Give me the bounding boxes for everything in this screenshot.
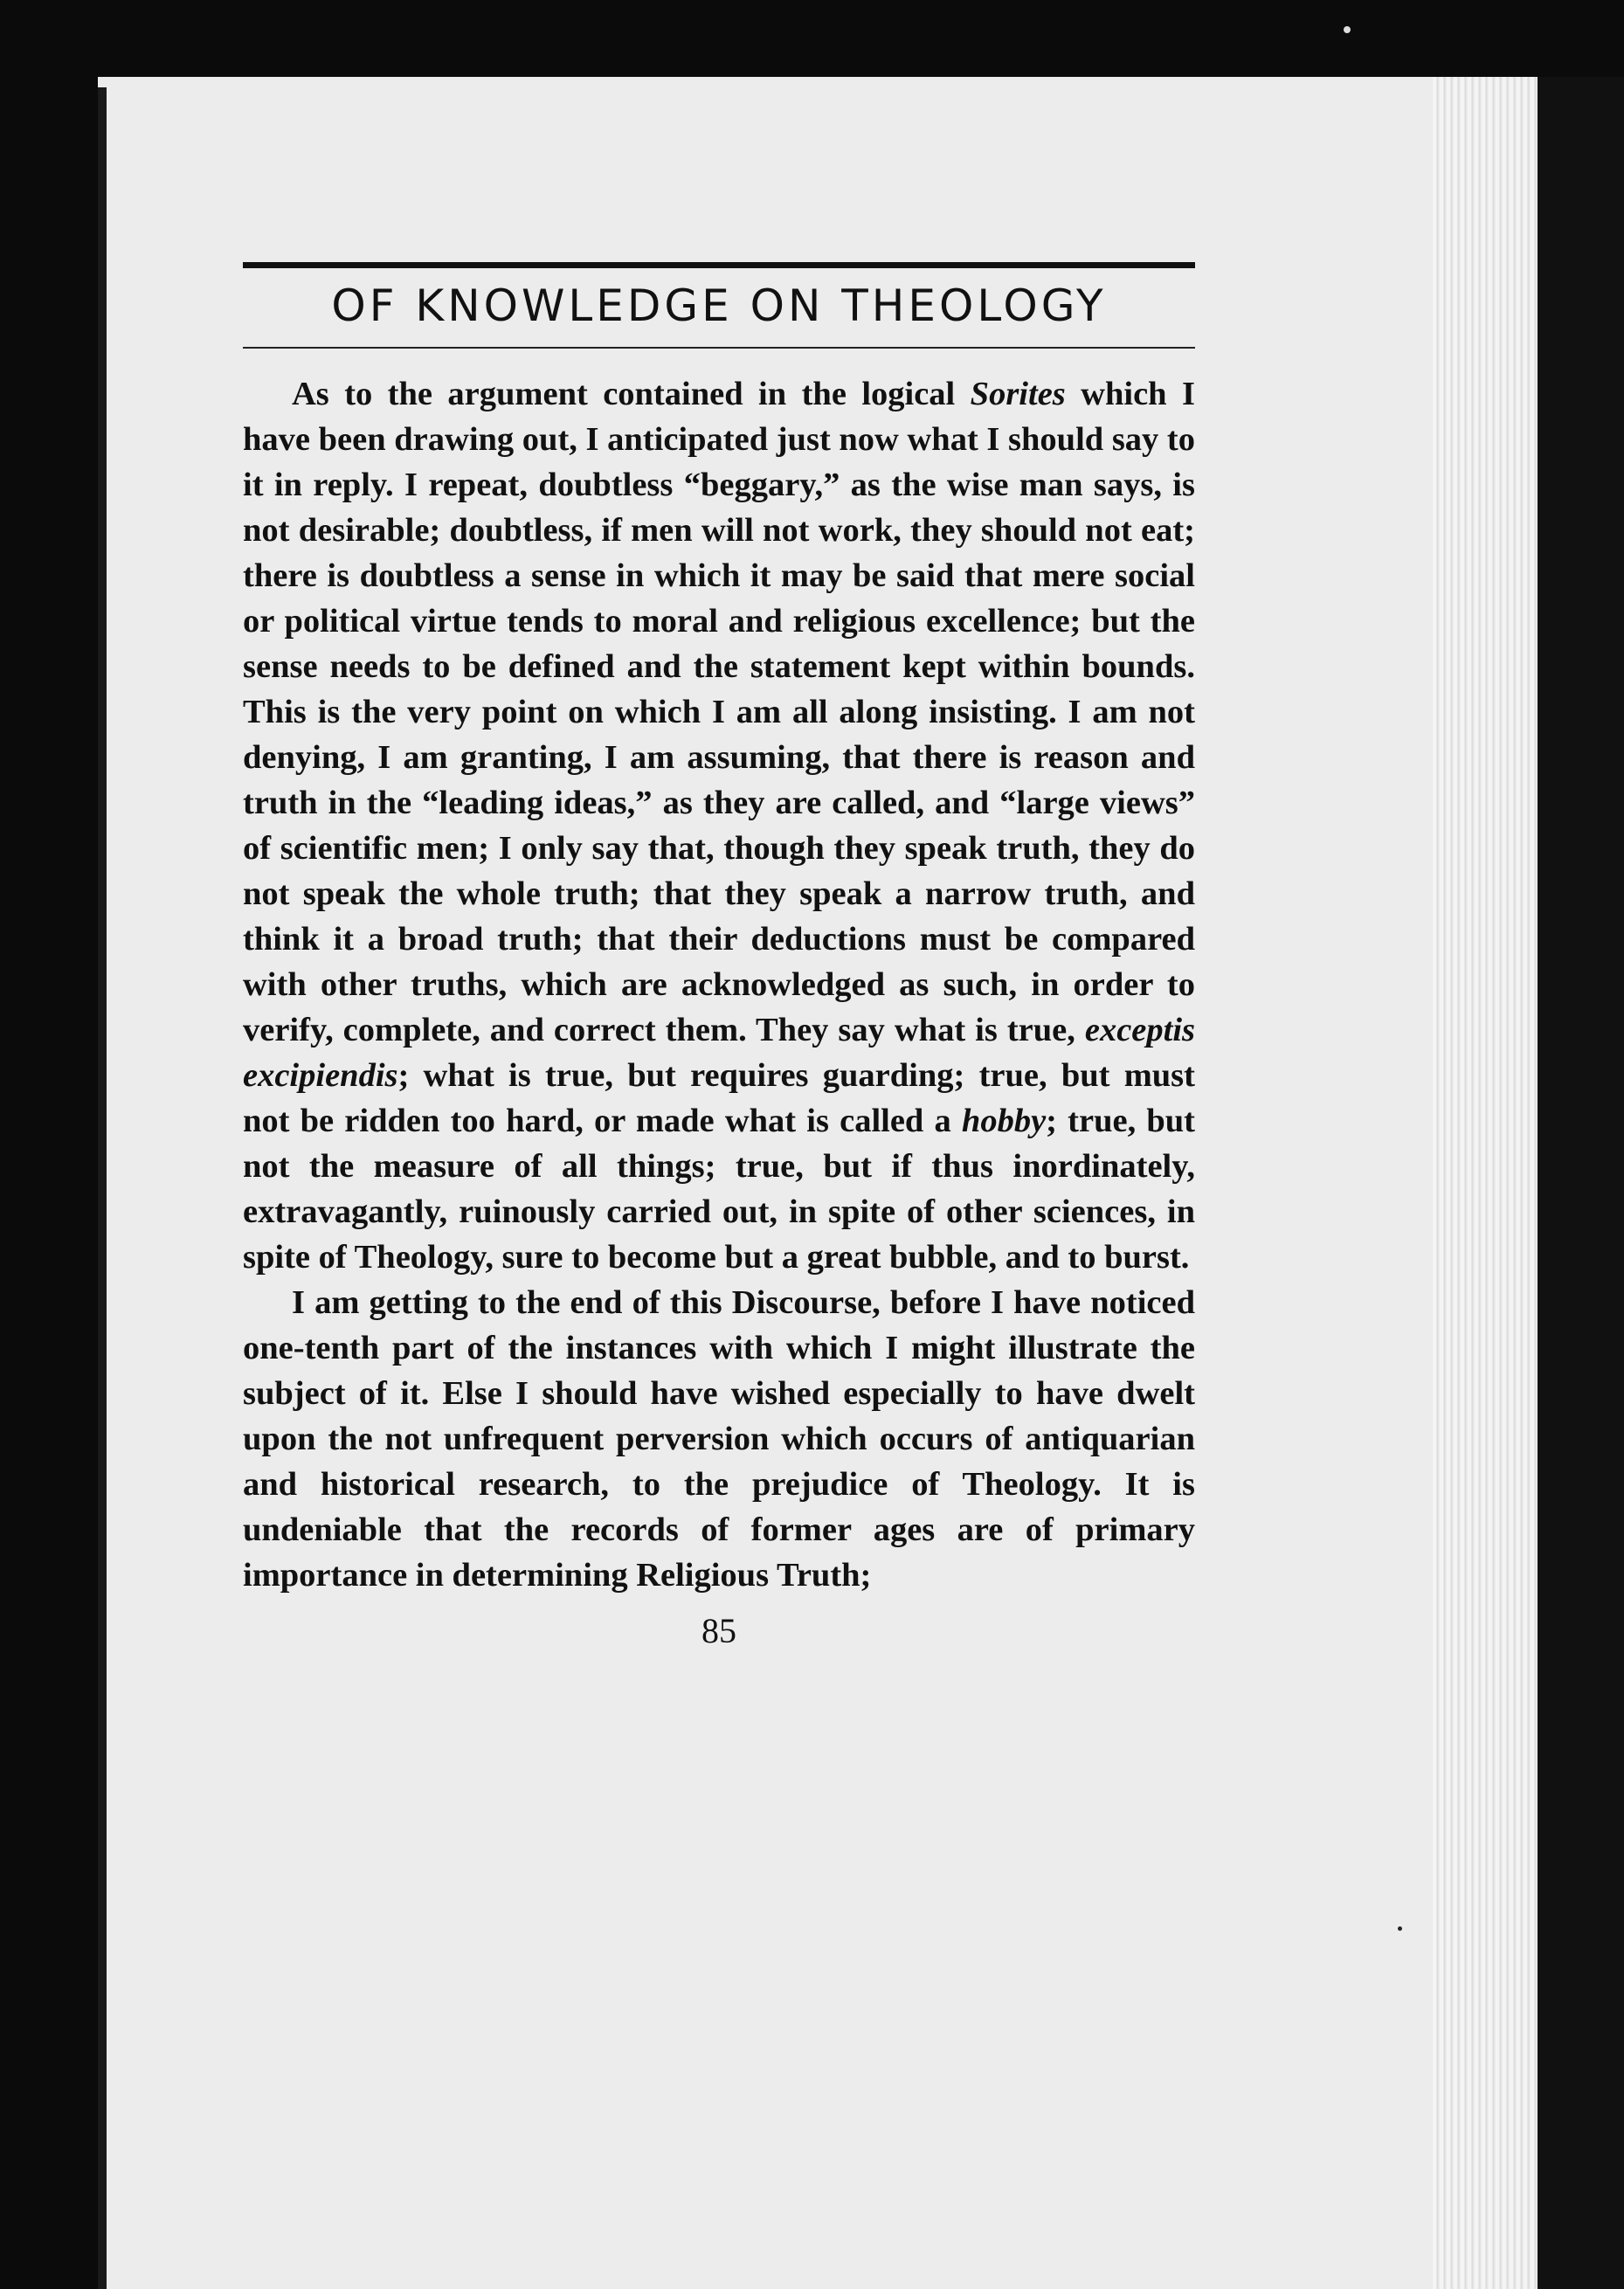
scan-top-border bbox=[0, 0, 1624, 77]
text-run: which I have been drawing out, I anticipated just now what I should say to it in reply. I repeat, doubtless “beggary,” as the wise man says, is not desirable; doubtless, if men will not work, they should not eat; there is doubtless a sense in which it may be said that mere social or political virtue tends to moral and religious excellence; but the sense needs to be defined and the statement kept within bounds. This is the very point on which I am all along insisting. I am not denying, I am granting, I am assuming, that there is reason and truth in the “leading ideas,” as they are called, and “large views” of scientific men; I only say that, though they speak truth, they do not speak the whole truth; that they speak a narrow truth, and think it a broad truth; that their deductions must be compared with other truths, which are acknowledged as such, in order to verify, complete, and correct them. They say what is true, bbox=[243, 376, 1195, 1048]
running-head: OF KNOWLEDGE ON THEOLOGY bbox=[331, 280, 1107, 331]
body-text bbox=[243, 371, 1195, 1598]
text-run: I am getting to the end of this Discourse, before I have noticed one-tenth part of the instances with which I might illustrate the subject of it. Else I should have wished especially to have dwelt upon the not unfrequent perversion which occurs of antiquarian and historical research, to the prejudice of Theology. It is undeniable that the records of former ages are of primary importance in determining Religious Truth; bbox=[243, 1284, 1195, 1594]
page-left-shadow bbox=[98, 87, 107, 2289]
italic-phrase: hobby bbox=[961, 1103, 1047, 1139]
header-rule-bottom bbox=[243, 347, 1195, 349]
paragraph bbox=[243, 371, 1195, 1280]
page-number: 85 bbox=[701, 1611, 736, 1650]
dust-speck bbox=[1398, 1926, 1402, 1931]
header-rule-top bbox=[243, 262, 1195, 268]
italic-phrase: Sorites bbox=[970, 376, 1066, 412]
text-run: ; what is true, but requires guarding; true, but must not be ridden too hard, or made what is called a bbox=[243, 1057, 1195, 1139]
paragraph bbox=[243, 1280, 1195, 1598]
page-stack-edges bbox=[1433, 61, 1538, 2289]
text-run: As to the argument contained in the logical bbox=[292, 376, 971, 412]
dust-speck bbox=[1344, 26, 1351, 33]
book-cover-edge bbox=[1538, 52, 1624, 2289]
italic-phrase: exceptis excipiendis bbox=[243, 1012, 1195, 1094]
page-text-block bbox=[243, 262, 1195, 1651]
text-run: ; true, but not the measure of all things; true, but if thus inordinately, extravagantly, ruinously carried out, in spite of other sciences, in spite of Theology, sure to become but a great bubble, and to burst. bbox=[243, 1103, 1196, 1276]
